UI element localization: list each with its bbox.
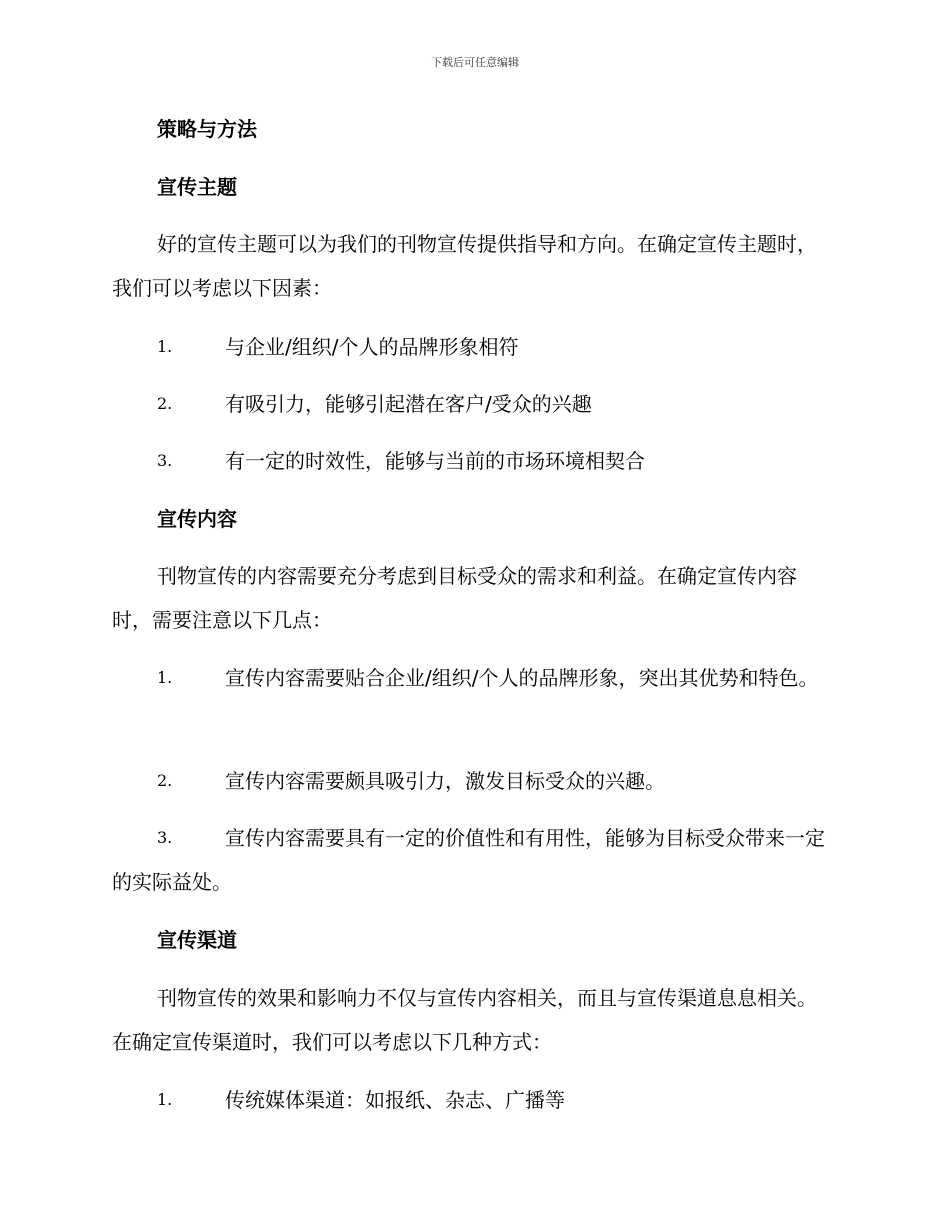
list-item (112, 656, 832, 700)
section-heading-theme: 宣传主题 (157, 175, 237, 199)
doc-title: 策略与方法 (157, 117, 257, 141)
section-intro-channels: 刊物宣传的效果和影响力不仅与宣传内容相关，而且与宣传渠道息息相关。在确定宣传渠道时，我们可以考虑以下几种方式： (112, 986, 817, 1054)
list-number: 1. (157, 337, 173, 356)
section-heading-content: 宣传内容 (157, 507, 237, 531)
list-item (112, 382, 832, 426)
list-number: 2. (157, 394, 173, 413)
list-number: 1. (157, 1090, 173, 1109)
list-text: 有一定的时效性，能够与当前的市场环境相契合 (225, 449, 645, 473)
list-item (112, 759, 832, 803)
list-text: 与企业/组织/个人的品牌形象相符 (225, 335, 519, 359)
section-heading-channels: 宣传渠道 (157, 928, 237, 952)
list-text: 宣传内容需要颇具吸引力，激发目标受众的兴趣。 (225, 769, 665, 793)
list-text: 宣传内容需要贴合企业/组织/个人的品牌形象，突出其优势和特色。 (225, 666, 819, 690)
section-intro-content: 刊物宣传的内容需要充分考虑到目标受众的需求和利益。在确定宣传内容时，需要注意以下几点： (112, 564, 797, 632)
list-item (112, 1078, 832, 1122)
page-header-note: 下载后可任意编辑 (431, 56, 519, 69)
list-number: 3. (157, 451, 173, 470)
list-item (112, 816, 832, 904)
list-number: 3. (157, 828, 173, 847)
list-text: 有吸引力，能够引起潜在客户/受众的兴趣 (225, 392, 592, 416)
list-item (112, 325, 832, 369)
list-text: 宣传内容需要具有一定的价值性和有用性，能够为目标受众带来一定的实际益处。 (112, 826, 825, 894)
list-number: 1. (157, 668, 173, 687)
list-number: 2. (157, 771, 173, 790)
list-text: 传统媒体渠道：如报纸、杂志、广播等 (225, 1088, 565, 1112)
section-intro-theme: 好的宣传主题可以为我们的刊物宣传提供指导和方向。在确定宣传主题时，我们可以考虑以下因素： (112, 232, 817, 300)
list-item (112, 439, 832, 483)
